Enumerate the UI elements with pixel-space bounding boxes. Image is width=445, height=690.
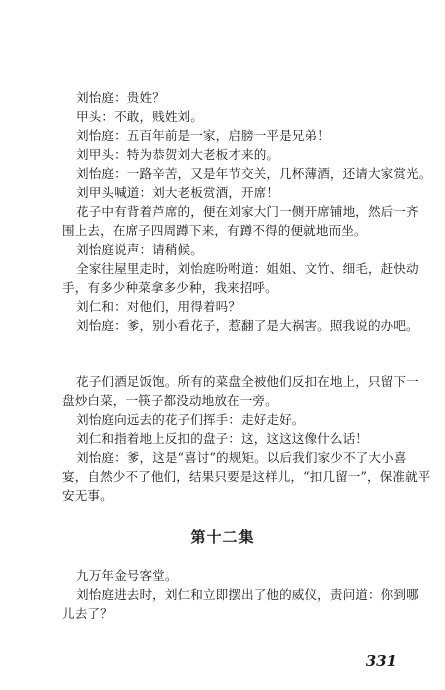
text-line: 刘怡庭：一路辛苦，又是年节交关，几杯薄酒，还请大家赏光。: [76, 166, 432, 181]
text-line: 刘仁和：对他们，用得着吗？: [76, 299, 242, 314]
text-line: 花子们酒足饭饱。所有的菜盘全被他们反扣在地上，只留下一: [76, 374, 419, 389]
text-line: 刘仁和指着地上反扣的盘子：这，这这这像什么话！: [76, 431, 368, 446]
scene-text-1: [62, 88, 432, 335]
text-line: 九万年金号客堂。: [76, 568, 178, 583]
episode-heading: 第十二集: [190, 528, 255, 546]
text-line: 刘甲头：特为恭贺刘大老板才来的。: [76, 147, 280, 162]
text-line: 刘甲头喊道：刘大老板赏酒，开席！: [76, 185, 280, 200]
text-line: 刘怡庭：爹，这是“喜讨”的规矩。以后我们家少不了大小喜: [76, 450, 407, 465]
text-line: 围上去，在席子四周蹲下来，有蹲不得的便就地而坐。: [62, 223, 367, 238]
text-line: 盘炒白菜，一筷子都没动地放在一旁。: [62, 393, 278, 408]
page-number: 331: [365, 652, 397, 670]
text-line: 全家往屋里走时，刘怡庭吩咐道：姐姐、文竹、细毛，赶快动: [76, 261, 419, 276]
text-line: 儿去了？: [62, 606, 113, 621]
scene-text-2: [62, 372, 431, 505]
text-line: 花子中有背着芦席的，便在刘家大门一侧开席铺地，然后一齐: [76, 204, 419, 219]
text-line: 刘怡庭：五百年前是一家，启膀一平是兄弟！: [76, 128, 330, 143]
text-line: 刘怡庭进去时，刘仁和立即摆出了他的威仪，责问道：你到哪: [76, 587, 419, 602]
text-line: 刘怡庭说声：请稍候。: [76, 242, 203, 257]
text-line: 安无事。: [62, 488, 113, 503]
text-line: 刘怡庭：爹，别小看花子，惹翻了是大祸害。照我说的办吧。: [76, 318, 419, 333]
text-line: 手，有多少种菜拿多少种，我来招呼。: [62, 280, 278, 295]
text-line: 宴，自然少不了他们，结果只要是这样儿，“扣几留一”，保准就平: [62, 469, 431, 484]
text-line: 刘怡庭向远去的花子们挥手：走好走好。: [76, 412, 305, 427]
text-line: 刘怡庭：贵姓？: [76, 90, 165, 105]
scene-text-3: [62, 566, 417, 623]
text-line: 甲头：不敢，贱姓刘。: [76, 109, 203, 124]
